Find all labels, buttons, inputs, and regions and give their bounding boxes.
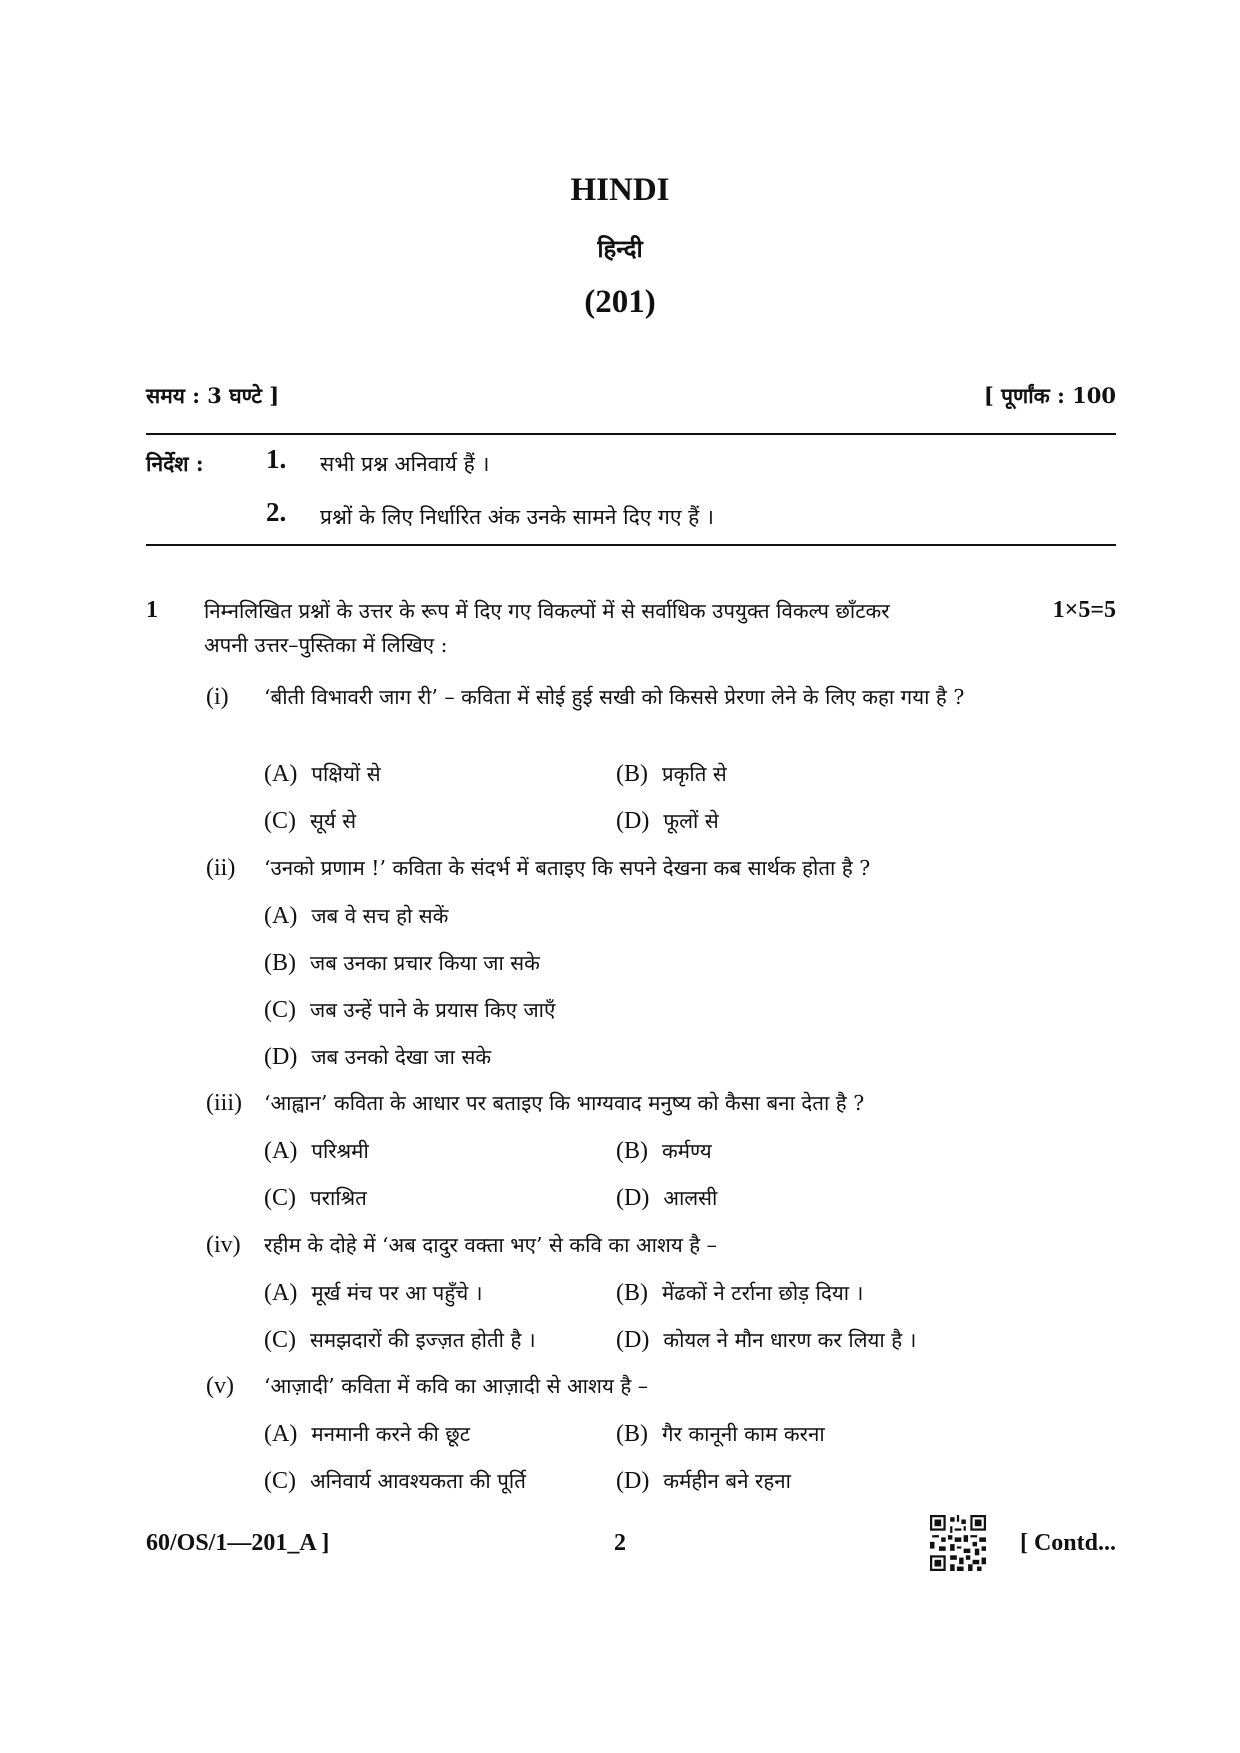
option [616, 1326, 916, 1354]
option-text: मूर्ख मंच पर आ पहुँचे । [311, 1281, 483, 1305]
continued-label: [ Contd... [1019, 1530, 1116, 1556]
instruction-text: सभी प्रश्न अनिवार्य हैं । [320, 452, 490, 476]
question-number: 1 [146, 597, 158, 623]
option-text: आलसी [663, 1186, 718, 1210]
option [616, 1184, 717, 1212]
option-label: (B) [616, 1138, 648, 1164]
option [264, 902, 448, 930]
option [616, 1279, 863, 1307]
paper-title-english: HINDI [570, 172, 670, 208]
instruction-number: 1. [266, 444, 287, 474]
option-text: कर्महीन बने रहना [663, 1469, 791, 1493]
option [264, 1326, 536, 1354]
option-text: जब उनको देखा जा सके [311, 1045, 492, 1069]
option-text: जब उनका प्रचार किया जा सके [310, 951, 540, 975]
option-text: जब उन्हें पाने के प्रयास किए जाएँ [310, 998, 556, 1022]
sub-question-text: ‘बीती विभावरी जाग री’ – कविता में सोई हुई सखी को किससे प्रेरणा लेने के लिए कहा गया है ? [264, 685, 965, 709]
sub-question-text: ‘आह्वान’ कविता के आधार पर बताइए कि भाग्यवाद मनुष्य को कैसा बना देता है ? [264, 1091, 865, 1115]
option-text: कोयल ने मौन धारण कर लिया है । [663, 1328, 917, 1352]
paper-title-hindi: हिन्दी [597, 234, 643, 263]
page-number: 2 [614, 1530, 626, 1556]
question-marks: 1×5=5 [1052, 597, 1116, 623]
option-label: (C) [264, 1327, 296, 1353]
qr-code-icon [930, 1515, 986, 1571]
sub-question-number: (i) [206, 684, 229, 710]
option-text: पक्षियों से [311, 762, 381, 786]
option [264, 1279, 483, 1307]
option [264, 949, 540, 977]
option-text: कर्मण्य [662, 1139, 712, 1163]
option-text: पराश्रित [310, 1186, 367, 1210]
option-label: (A) [264, 1421, 298, 1447]
option-label: (B) [264, 950, 296, 976]
sub-question-number: (iii) [206, 1090, 242, 1116]
option [264, 1043, 491, 1071]
divider-top [146, 433, 1116, 435]
sub-question-number: (ii) [206, 855, 236, 881]
option-label: (A) [264, 1138, 298, 1164]
option-text: मनमानी करने की छूट [311, 1422, 471, 1446]
option-label: (D) [616, 1327, 650, 1353]
footer-paper-code: 60/OS/1—201_A ] [146, 1530, 330, 1556]
instruction-text: प्रश्नों के लिए निर्धारित अंक उनके सामने दिए गए हैं । [320, 505, 714, 529]
option [616, 1467, 791, 1495]
option [264, 1467, 526, 1495]
option-text: परिश्रमी [311, 1139, 369, 1163]
option-label: (C) [264, 808, 296, 834]
option-label: (D) [616, 1468, 650, 1494]
option [264, 1420, 470, 1448]
option-label: (D) [264, 1044, 298, 1070]
option-label: (A) [264, 903, 298, 929]
option-label: (C) [264, 1185, 296, 1211]
option [616, 1137, 712, 1165]
option-label: (B) [616, 1421, 648, 1447]
question-text: निम्नलिखित प्रश्नों के उत्तर के रूप में दिए गए विकल्पों में से सर्वाधिक उपयुक्त विकल्प छाँटकर अपनी उत्तर–पुस्तिका में लिखिए : [204, 599, 890, 657]
paper-code: (201) [584, 284, 656, 320]
option [264, 760, 381, 788]
option-text: फूलों से [663, 809, 719, 833]
option-text: मेंढकों ने टर्राना छोड़ दिया । [662, 1281, 864, 1305]
time-allowed: समय : 3 घण्टे ] [146, 383, 280, 408]
option-text: समझदारों की इज्ज़त होती है । [310, 1328, 536, 1352]
instructions-label: निर्देश : [146, 451, 204, 476]
sub-question-text: ‘उनको प्रणाम !’ कविता के संदर्भ में बताइए कि सपने देखना कब सार्थक होता है ? [264, 856, 871, 880]
option [264, 996, 555, 1024]
option-label: (C) [264, 1468, 296, 1494]
option-label: (C) [264, 997, 296, 1023]
option [616, 1420, 825, 1448]
option-label: (B) [616, 1280, 648, 1306]
option-text: जब वे सच हो सकें [311, 904, 449, 928]
option-label: (A) [264, 1280, 298, 1306]
option-text: प्रकृति से [662, 762, 727, 786]
maximum-marks: [ पूर्णांक : 100 [983, 383, 1116, 408]
option-text: सूर्य से [310, 809, 357, 833]
option-label: (D) [616, 808, 650, 834]
option [616, 760, 727, 788]
option [264, 1184, 367, 1212]
sub-question-text: ‘आज़ादी’ कविता में कवि का आज़ादी से आशय है – [264, 1374, 648, 1398]
option-text: गैर कानूनी काम करना [662, 1422, 825, 1446]
option [616, 807, 719, 835]
option-text: अनिवार्य आवश्यकता की पूर्ति [310, 1469, 526, 1493]
option [264, 807, 356, 835]
divider-bottom [146, 544, 1116, 546]
sub-question-text: रहीम के दोहे में ‘अब दादुर वक्ता भए’ से कवि का आशय है – [264, 1233, 717, 1257]
instruction-number: 2. [266, 497, 287, 527]
option-label: (B) [616, 761, 648, 787]
option [264, 1137, 369, 1165]
option-label: (A) [264, 761, 298, 787]
option-label: (D) [616, 1185, 650, 1211]
sub-question-number: (iv) [206, 1232, 241, 1258]
sub-question-number: (v) [206, 1373, 234, 1399]
